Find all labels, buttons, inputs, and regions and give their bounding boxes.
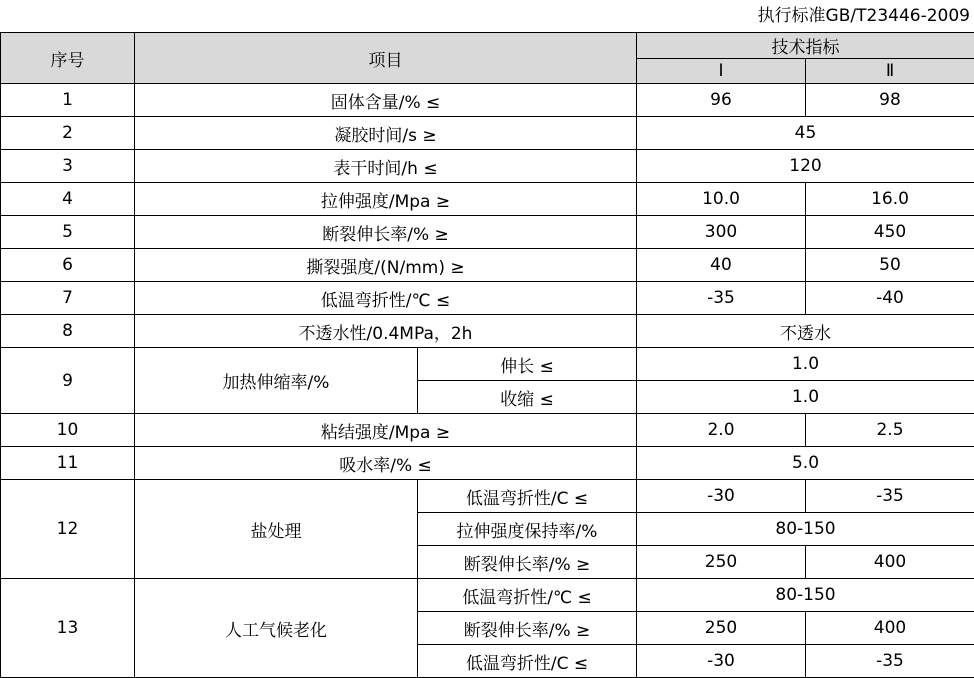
header-item: 项目 [135, 33, 637, 84]
row-value: 5.0 [637, 447, 974, 480]
row-value-2: 400 [806, 546, 974, 579]
row-item: 吸水率/% ≤ [135, 447, 637, 480]
table-row [1, 84, 974, 117]
row-value-1: 300 [637, 216, 806, 249]
row-no: 1 [1, 84, 135, 117]
row-no: 2 [1, 117, 135, 150]
row-value-1: -30 [637, 480, 806, 513]
standard-label: 执行标准GB/T23446-2009 [758, 0, 970, 32]
row-value-1: -30 [637, 645, 806, 678]
table-row [1, 348, 974, 381]
row-item: 人工气候老化 [135, 579, 418, 678]
row-value-1: 250 [637, 612, 806, 645]
header-type1: Ⅰ [637, 59, 806, 84]
row-value-2: -35 [806, 480, 974, 513]
row-value-2: -35 [806, 645, 974, 678]
row-value-2: -40 [806, 282, 974, 315]
header-spec: 技术指标 [637, 33, 974, 59]
row-subitem: 断裂伸长率/% ≥ [418, 612, 637, 645]
row-value: 80-150 [637, 513, 974, 546]
row-no: 3 [1, 150, 135, 183]
row-value: 1.0 [637, 348, 974, 381]
row-value-1: 250 [637, 546, 806, 579]
row-item: 盐处理 [135, 480, 418, 579]
row-value: 45 [637, 117, 974, 150]
row-item: 凝胶时间/s ≥ [135, 117, 637, 150]
header-row [1, 33, 974, 59]
table-row [1, 183, 974, 216]
table-row [1, 150, 974, 183]
row-no: 11 [1, 447, 135, 480]
row-value-1: 2.0 [637, 414, 806, 447]
row-item: 断裂伸长率/% ≥ [135, 216, 637, 249]
row-no: 7 [1, 282, 135, 315]
row-subitem: 低温弯折性/C ≤ [418, 480, 637, 513]
row-item: 不透水性/0.4MPa，2h [135, 315, 637, 348]
row-item: 固体含量/% ≤ [135, 84, 637, 117]
row-value-2: 16.0 [806, 183, 974, 216]
header-type2: Ⅱ [806, 59, 974, 84]
row-value-2: 98 [806, 84, 974, 117]
row-value-1: -35 [637, 282, 806, 315]
row-value: 不透水 [637, 315, 974, 348]
row-value-1: 40 [637, 249, 806, 282]
row-subitem: 断裂伸长率/% ≥ [418, 546, 637, 579]
row-value-1: 96 [637, 84, 806, 117]
row-no: 5 [1, 216, 135, 249]
row-value-2: 450 [806, 216, 974, 249]
table-row [1, 117, 974, 150]
table-row [1, 315, 974, 348]
row-subitem: 低温弯折性/C ≤ [418, 645, 637, 678]
row-item: 撕裂强度/(N/mm) ≥ [135, 249, 637, 282]
table-row [1, 447, 974, 480]
row-value: 80-150 [637, 579, 974, 612]
row-no: 12 [1, 480, 135, 579]
table-row [1, 282, 974, 315]
table-row [1, 579, 974, 612]
row-subitem: 低温弯折性/℃ ≤ [418, 579, 637, 612]
row-value-1: 10.0 [637, 183, 806, 216]
row-value: 1.0 [637, 381, 974, 414]
row-value-2: 2.5 [806, 414, 974, 447]
row-subitem: 伸长 ≤ [418, 348, 637, 381]
row-item: 拉伸强度/Mpa ≥ [135, 183, 637, 216]
row-value: 120 [637, 150, 974, 183]
row-no: 8 [1, 315, 135, 348]
row-value-2: 400 [806, 612, 974, 645]
row-no: 4 [1, 183, 135, 216]
row-no: 10 [1, 414, 135, 447]
spec-table [0, 32, 974, 678]
row-item: 加热伸缩率/% [135, 348, 418, 414]
row-no: 9 [1, 348, 135, 414]
row-subitem: 收缩 ≤ [418, 381, 637, 414]
table-row [1, 216, 974, 249]
row-item: 低温弯折性/℃ ≤ [135, 282, 637, 315]
row-no: 6 [1, 249, 135, 282]
row-subitem: 拉伸强度保持率/% [418, 513, 637, 546]
table-row [1, 480, 974, 513]
row-item: 粘结强度/Mpa ≥ [135, 414, 637, 447]
table-row [1, 414, 974, 447]
row-no: 13 [1, 579, 135, 678]
table-row [1, 249, 974, 282]
row-item: 表干时间/h ≤ [135, 150, 637, 183]
header-no: 序号 [1, 33, 135, 84]
row-value-2: 50 [806, 249, 974, 282]
